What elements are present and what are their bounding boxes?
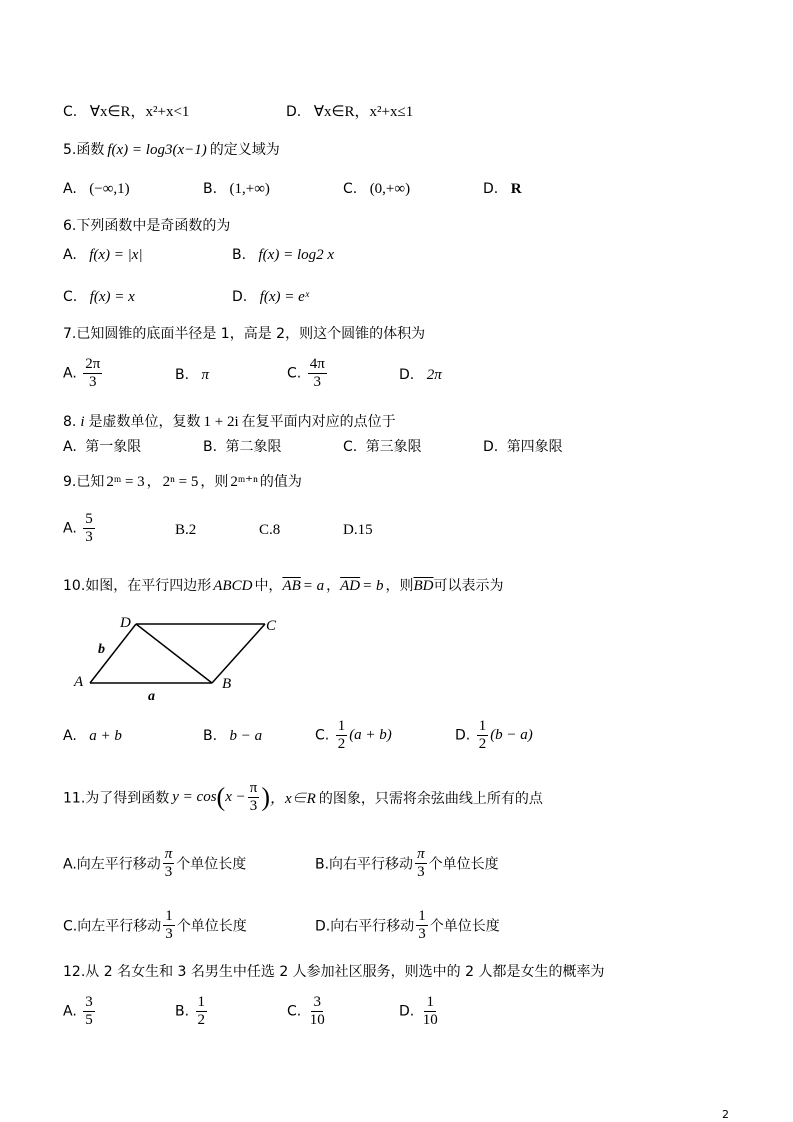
q7-option-d: D. 2π: [399, 367, 442, 383]
fraction: $\frac{\pi}{3}$: [417, 846, 425, 880]
q7-stem: 7.已知圆锥的底面半径是 1，高是 2，则这个圆锥的体积为: [63, 326, 426, 342]
q7-option-c: C. $\frac{4\pi}{3}$: [287, 356, 325, 390]
fraction: $\frac{1}{2}$: [197, 994, 206, 1028]
edge-bc: [212, 624, 265, 683]
q5-option-b: B. (1,+∞): [203, 181, 270, 197]
label-d-vertex: D: [120, 615, 131, 631]
q4-option-d: D. ∀x∈R，x²+x≤1: [286, 104, 414, 120]
q10-stem: 10.如图，在平行四边形 ABCD 中，$\overline{AB} = a$ ，$\overline{AD} = b$ ，则$\overline{BD}$可以表示为: [63, 578, 504, 594]
fraction: $\frac{1}{2}$: [337, 718, 346, 752]
q9-stem: 9.已知 2ᵐ = 3 ， 2ⁿ = 5 ，则 2ᵐ⁺ⁿ 的值为: [63, 474, 302, 490]
q10-option-b: B. b − a: [203, 728, 263, 744]
q5-option-c: C. (0,+∞): [343, 181, 411, 197]
fraction: $\frac{1}{10}$: [422, 994, 438, 1028]
q11-option-a: A.向左平行移动 $\frac{\pi}{3}$ 个单位长度: [63, 846, 247, 880]
diagonal-bd: [136, 624, 212, 683]
q12-option-d: D. $\frac{1}{10}$: [399, 994, 438, 1028]
q6-option-d: D. f(x) = eˣ: [232, 289, 310, 305]
q8-option-b: B. 第二象限: [203, 439, 282, 455]
q12-option-b: B. $\frac{1}{2}$: [175, 994, 206, 1028]
q12-option-a: A. $\frac{3}{5}$: [63, 994, 93, 1028]
q9-option-c: C.8: [259, 522, 281, 538]
label-b-vertex: B: [222, 676, 232, 692]
q6-option-b: B. f(x) = log2 x: [232, 247, 335, 263]
fraction: $\frac{2\pi}{3}$: [85, 356, 101, 390]
label-a-vertex: A: [74, 674, 84, 690]
q10-option-d: D. $\frac{1}{2}$ (b − a): [455, 718, 533, 752]
q8-option-d: D. 第四象限: [483, 439, 563, 455]
q5-formula: f(x) = log3(x−1): [107, 142, 207, 158]
fraction: $\frac{5}{3}$: [85, 511, 93, 545]
fraction: $\frac{3}{10}$: [309, 994, 325, 1028]
q6-stem: 6.下列函数中是奇函数的为: [63, 218, 231, 234]
q4-option-d-text: ∀x∈R，x²+x≤1: [313, 104, 414, 120]
q10-option-c: C. $\frac{1}{2}$ (a + b): [315, 718, 392, 752]
fraction: $\frac{\pi}{3}$: [249, 780, 258, 814]
q8-stem: 8. i 是虚数单位，复数 1 + 2i 在复平面内对应的点位于: [63, 414, 396, 430]
fraction: $\frac{1}{3}$: [165, 908, 173, 942]
label-side-a: a: [148, 689, 155, 704]
q4-option-c-text: ∀x∈R，x²+x<1: [89, 104, 190, 120]
page-number: 2: [722, 1108, 729, 1121]
fraction: $\frac{1}{3}$: [418, 908, 426, 942]
fraction: $\frac{4\pi}{3}$: [309, 356, 325, 390]
q9-option-d: D.15: [343, 522, 373, 538]
q6-option-a: A. f(x) = |x|: [63, 247, 143, 263]
fraction: $\frac{\pi}{3}$: [164, 846, 173, 880]
q4-option-c: C. ∀x∈R，x²+x<1: [63, 104, 190, 120]
q5-stem: 5.函数 f(x) = log3(x−1) 的定义域为: [63, 142, 280, 158]
q7-option-b: B. π: [175, 367, 210, 383]
q9-option-b: B.2: [175, 522, 197, 538]
q12-option-c: C. $\frac{3}{10}$: [287, 994, 325, 1028]
q6-option-c: C. f(x) = x: [63, 289, 135, 305]
q11-option-d: D.向右平行移动 $\frac{1}{3}$ 个单位长度: [315, 908, 500, 942]
q9-option-a: A. $\frac{5}{3}$: [63, 511, 93, 545]
fraction: $\frac{3}{5}$: [85, 994, 93, 1028]
q11-option-b: B.向右平行移动 $\frac{\pi}{3}$ 个单位长度: [315, 846, 499, 880]
parallelogram-figure: [60, 605, 320, 705]
q8-option-a: A. 第一象限: [63, 439, 142, 455]
label-c-vertex: C: [266, 618, 277, 634]
edge-ad: [90, 624, 136, 683]
label-side-b: b: [98, 642, 105, 657]
q11-stem: 11.为了得到函数 y = cos(x − $\frac{\pi}{3}$ )，x∈R 的图象，只需将余弦曲线上所有的点: [63, 780, 543, 814]
q5-option-a: A. (−∞,1): [63, 181, 130, 197]
q5-option-d: D. R: [483, 181, 522, 197]
q8-option-c: C. 第三象限: [343, 439, 422, 455]
q12-stem: 12.从 2 名女生和 3 名男生中任选 2 人参加社区服务，则选中的 2 人都是女生的概率为: [63, 964, 605, 980]
q10-option-a: A. a + b: [63, 728, 122, 744]
fraction: $\frac{1}{2}$: [478, 718, 487, 752]
q11-option-c: C.向左平行移动 $\frac{1}{3}$ 个单位长度: [63, 908, 247, 942]
q7-option-a: A. $\frac{2\pi}{3}$: [63, 356, 101, 390]
